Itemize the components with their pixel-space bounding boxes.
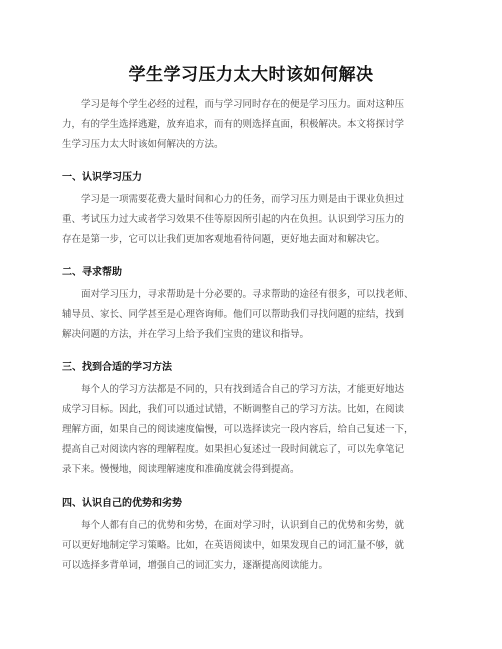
section-heading-4: 四、认识自己的优势和劣势 (62, 498, 182, 509)
paragraph-line: 成学习目标。因此，我们可以通过试错，不断调整自己的学习方法。比如，在阅读 (62, 404, 405, 415)
section-heading-3: 三、找到合适的学习方法 (62, 362, 172, 373)
paragraph-line: 每个人都有自己的优势和劣势，在面对学习时，认识到自己的优势和劣势，就 (81, 520, 405, 531)
intro-line: 力，有的学生选择逃避，放弃追求，而有的则选择直面，积极解决。本文将探讨学 (62, 119, 405, 130)
section-paragraph-1 (62, 190, 442, 250)
paragraph-line: 录下来。慢慢地，阅读理解速度和准确度就会得到提高。 (62, 464, 300, 475)
paragraph-line: 解决问题的方法，并在学习上给予我们宝贵的建议和指导。 (62, 329, 310, 340)
paragraph-line: 可以选择多背单词，增强自己的词汇实力，逐渐提高阅读能力。 (62, 560, 329, 571)
paragraph-line: 可以更好地制定学习策略。比如，在英语阅读中，如果发现自己的词汇量不够，就 (62, 540, 405, 551)
document-title: 学生学习压力太大时该如何解决 (128, 65, 374, 85)
paragraph-line: 存在是第一步，它可以让我们更加客观地看待问题，更好地去面对和解决它。 (62, 234, 386, 245)
paragraph-line: 面对学习压力，寻求帮助是十分必要的。寻求帮助的途径有很多，可以找老师、 (81, 289, 414, 300)
paragraph-line: 理解方面，如果自己的阅读速度偏慢，可以选择读完一段内容后，给自己复述一下， (62, 424, 414, 435)
section-paragraph-2 (62, 285, 442, 345)
section-paragraph-3 (62, 380, 442, 480)
paragraph-line: 每个人的学习方法都是不同的，只有找到适合自己的学习方法，才能更好地达 (81, 384, 405, 395)
section-paragraph-4 (62, 516, 442, 576)
paragraph-line: 重、考试压力过大或者学习效果不佳等原因所引起的内在负担。认识到学习压力的 (62, 214, 405, 225)
paragraph-line: 学习是一项需要花费大量时间和心力的任务，而学习压力则是由于课业负担过 (81, 194, 405, 205)
paragraph-line: 提高自己对阅读内容的理解程度。如果担心复述过一段时间就忘了，可以先拿笔记 (62, 444, 405, 455)
intro-line: 生学习压力太大时该如何解决的方法。 (62, 139, 224, 150)
section-heading-1: 一、认识学习压力 (62, 172, 142, 183)
intro-paragraph (62, 95, 442, 155)
paragraph-line: 辅导员、家长、同学甚至是心理咨询师。他们可以帮助我们寻找问题的症结，找到 (62, 309, 405, 320)
intro-line: 学习是每个学生必经的过程，而与学习同时存在的便是学习压力。面对这种压 (81, 99, 405, 110)
section-heading-2: 二、寻求帮助 (62, 267, 122, 278)
